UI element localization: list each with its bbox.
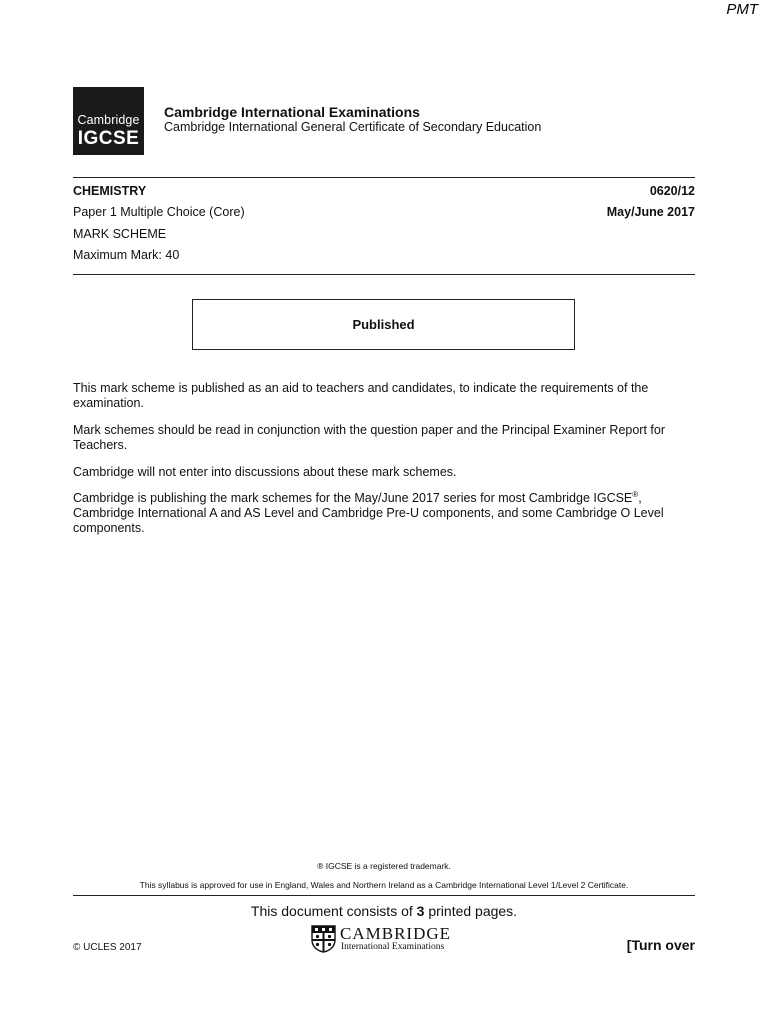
cambridge-igcse-logo (73, 87, 144, 155)
publishing-text-end: , Cambridge International A and AS Level and Cambridge Pre-U components, and some Cambridge O Level components. (73, 491, 664, 535)
cambridge-wordmark-subtitle: International Examinations (341, 942, 445, 952)
page-count-line (73, 903, 695, 919)
page-count-number: 3 (416, 903, 425, 919)
org-title: Cambridge International Examinations (164, 104, 420, 120)
footer-divider (73, 895, 695, 896)
cambridge-wordmark: CAMBRIDGE (340, 924, 452, 943)
paper-name: Paper 1 Multiple Choice (Core) (73, 205, 245, 219)
logo-line-igcse: IGCSE (77, 128, 140, 149)
subject-title: CHEMISTRY (73, 184, 147, 198)
cambridge-crest-icon (311, 925, 336, 953)
exam-session: May/June 2017 (606, 205, 695, 219)
copyright-notice: © UCLES 2017 (73, 942, 142, 953)
turn-over-label: [Turn over (626, 937, 695, 953)
publishing-paragraph (73, 491, 695, 536)
top-divider (73, 177, 695, 178)
logo-line-cambridge: Cambridge (77, 113, 140, 127)
paper-code: 0620/12 (649, 184, 695, 198)
syllabus-approval-note: This syllabus is approved for use in England, Wales and Northern Ireland as a Cambridge International Level 1/Level 2 Certificate. (139, 880, 629, 890)
page-count-suffix: printed pages. (424, 903, 518, 919)
maximum-mark: Maximum Mark: 40 (73, 248, 180, 262)
registered-mark: ® (632, 489, 639, 499)
published-label: Published (352, 317, 415, 332)
page-count-prefix: This document consists of (250, 903, 417, 919)
conjunction-paragraph: Mark schemes should be read in conjunction with the question paper and the Principal Examiner Report for Teachers. (73, 423, 665, 452)
document-type: MARK SCHEME (73, 227, 167, 241)
header-bottom-divider (73, 274, 695, 275)
intro-paragraph: This mark scheme is published as an aid to teachers and candidates, to indicate the requirements of the examination. (73, 381, 649, 410)
org-subtitle: Cambridge International General Certificate of Secondary Education (164, 120, 542, 134)
trademark-note: ® IGCSE is a registered trademark. (317, 861, 451, 871)
published-status-box (192, 299, 575, 350)
pmt-watermark: PMT (726, 1, 758, 18)
discussion-paragraph: Cambridge will not enter into discussions about these mark schemes. (73, 465, 457, 479)
publishing-text-start: Cambridge is publishing the mark schemes for the May/June 2017 series for most Cambridge IGCSE (73, 491, 633, 505)
